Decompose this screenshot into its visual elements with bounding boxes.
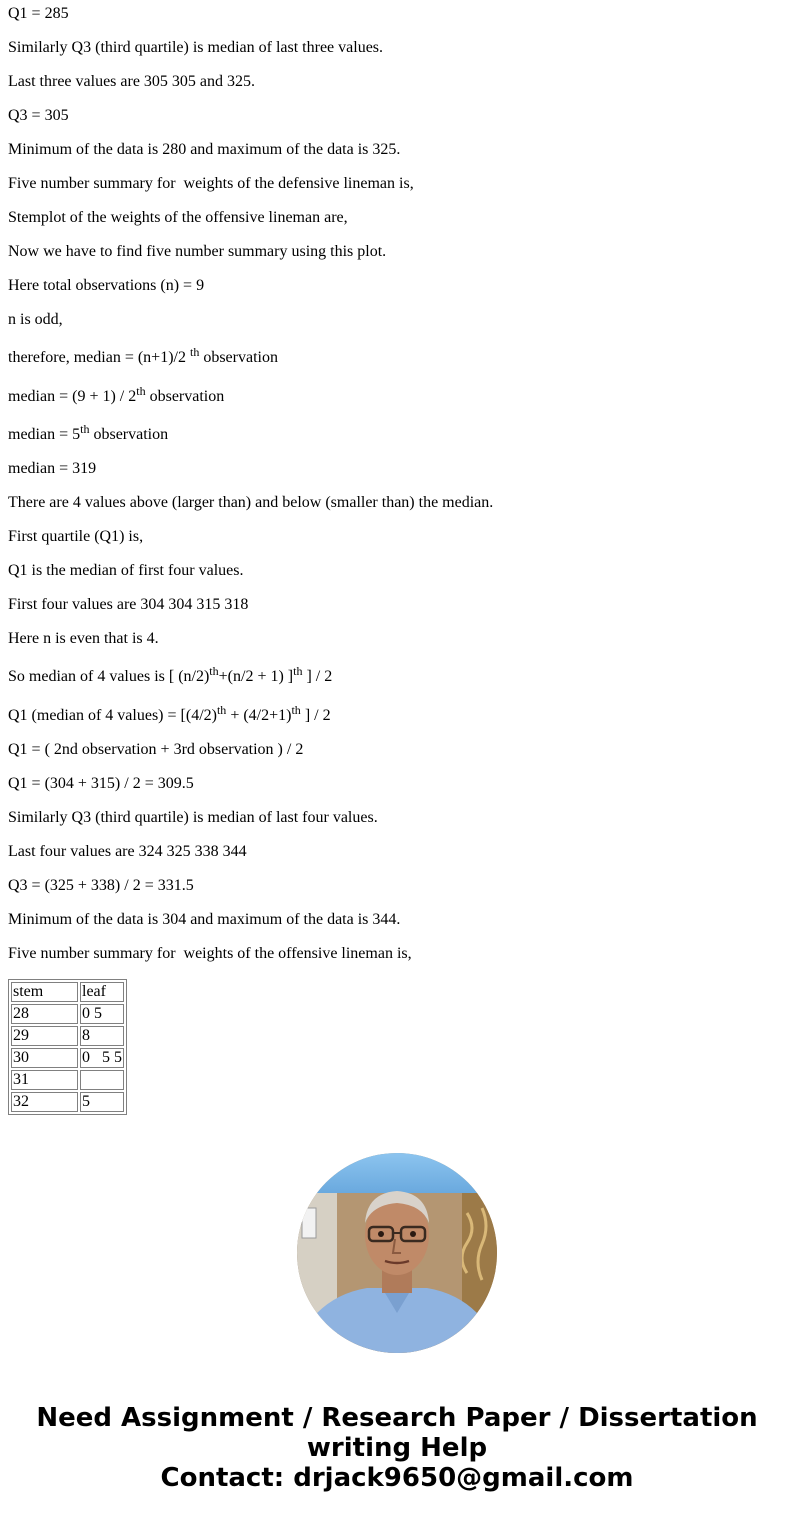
text-line (8, 809, 378, 827)
text-run: Q1 = 285 (8, 5, 69, 22)
leaf-cell: leaf (80, 982, 124, 1002)
text-run: therefore, median = (n+1)/2 (8, 349, 190, 366)
text-run: Five number summary for weights of the defensive lineman is, (8, 175, 414, 192)
text-line (8, 345, 278, 367)
text-run: Here total observations (n) = 9 (8, 277, 205, 294)
text-line (8, 596, 248, 614)
table-row (11, 1026, 124, 1046)
text-run: Last four values are 324 325 338 344 (8, 843, 247, 860)
table-row (11, 1092, 124, 1112)
text-line (8, 422, 169, 444)
text-run: + (4/2+1) (226, 707, 292, 724)
text-run: Similarly Q3 (third quartile) is median of last three values. (8, 39, 384, 56)
text-run: Now we have to find five number summary using this plot. (8, 243, 387, 260)
text-run: First quartile (Q1) is, (8, 528, 144, 545)
text-line (8, 703, 331, 725)
stem-cell: 31 (11, 1070, 78, 1090)
leaf-cell: 8 (80, 1026, 124, 1046)
stem-cell: 29 (11, 1026, 78, 1046)
text-line (8, 73, 255, 91)
text-run: So median of 4 values is [ (n/2) (8, 668, 210, 685)
text-line (8, 494, 493, 512)
promo-footer (0, 1403, 794, 1493)
text-run: Minimum of the data is 304 and maximum of the data is 344. (8, 911, 401, 928)
author-portrait-icon (297, 1153, 497, 1353)
text-line (8, 384, 225, 406)
superscript: th (80, 422, 90, 436)
text-line (8, 243, 386, 261)
text-line (8, 562, 244, 580)
contact-email-text: Contact: drjack9650@gmail.com (160, 1463, 634, 1493)
stem-cell: stem (11, 982, 78, 1002)
text-line (8, 664, 333, 686)
text-run: Minimum of the data is 280 and maximum of the data is 325. (8, 141, 401, 158)
text-run: ] / 2 (302, 668, 333, 685)
table-row (11, 1070, 124, 1090)
text-line (8, 175, 414, 193)
footer-line-1: Need Assignment / Research Paper / Dissertation (36, 1403, 758, 1433)
text-line (8, 945, 412, 963)
text-run: Similarly Q3 (third quartile) is median of last four values. (8, 809, 378, 826)
text-run: observation (145, 388, 225, 405)
text-run: observation (199, 349, 278, 366)
text-line (8, 107, 69, 125)
stemplot-table (8, 979, 127, 1115)
text-line (8, 311, 63, 329)
text-line (8, 877, 194, 895)
superscript: th (189, 345, 200, 359)
table-header-row (11, 982, 124, 1002)
text-run: Here n is even that is 4. (8, 630, 159, 647)
stem-cell: 32 (11, 1092, 78, 1112)
text-run: Five number summary for weights of the offensive lineman is, (8, 945, 412, 962)
text-run: n is odd, (8, 311, 63, 328)
text-line (8, 141, 400, 159)
footer-line-2: writing Help (306, 1433, 488, 1463)
text-line (8, 630, 159, 648)
text-line (8, 741, 303, 759)
text-run: Last three values are 305 305 and 325. (8, 73, 256, 90)
text-run: There are 4 values above (larger than) and below (smaller than) the median. (8, 494, 494, 511)
text-run: median = 319 (8, 460, 97, 477)
text-run: median = 5 (8, 426, 81, 443)
text-run: median = (9 + 1) / 2 (8, 388, 137, 405)
superscript: th (209, 664, 219, 678)
superscript: th (216, 703, 227, 717)
text-line (8, 528, 143, 546)
superscript: th (291, 703, 301, 717)
leaf-cell: 0 5 5 (82, 1049, 122, 1066)
stem-cell: 30 (11, 1048, 78, 1068)
text-run: ] / 2 (300, 707, 331, 724)
text-run: Q3 = 305 (8, 107, 69, 124)
superscript: th (293, 664, 303, 678)
text-run: Q1 is the median of first four values. (8, 562, 244, 579)
text-line (8, 5, 69, 23)
text-run: observation (89, 426, 169, 443)
text-run: Stemplot of the weights of the offensive lineman are, (8, 209, 348, 226)
portrait-image (297, 1153, 497, 1353)
table-row (11, 1048, 124, 1068)
text-line (8, 775, 194, 793)
text-run: +(n/2 + 1) ] (218, 668, 294, 685)
leaf-cell: 5 (80, 1092, 124, 1112)
text-run: Q3 = (325 + 338) / 2 = 331.5 (8, 877, 194, 894)
text-line (8, 460, 96, 478)
leaf-cell (80, 1070, 124, 1090)
leaf-cell: 0 5 (80, 1004, 124, 1024)
text-line (8, 209, 348, 227)
superscript: th (136, 384, 146, 398)
text-run: First four values are 304 304 315 318 (8, 596, 249, 613)
text-line (8, 843, 247, 861)
table-row (11, 1004, 124, 1024)
text-line (8, 911, 400, 929)
text-run: Q1 (median of 4 values) = [(4/2) (8, 707, 217, 724)
text-run: Q1 = (304 + 315) / 2 = 309.5 (8, 775, 194, 792)
stem-cell: 28 (11, 1004, 78, 1024)
text-line (8, 277, 204, 295)
text-run: Q1 = ( 2nd observation + 3rd observation ) / 2 (8, 741, 304, 758)
text-line (8, 39, 383, 57)
